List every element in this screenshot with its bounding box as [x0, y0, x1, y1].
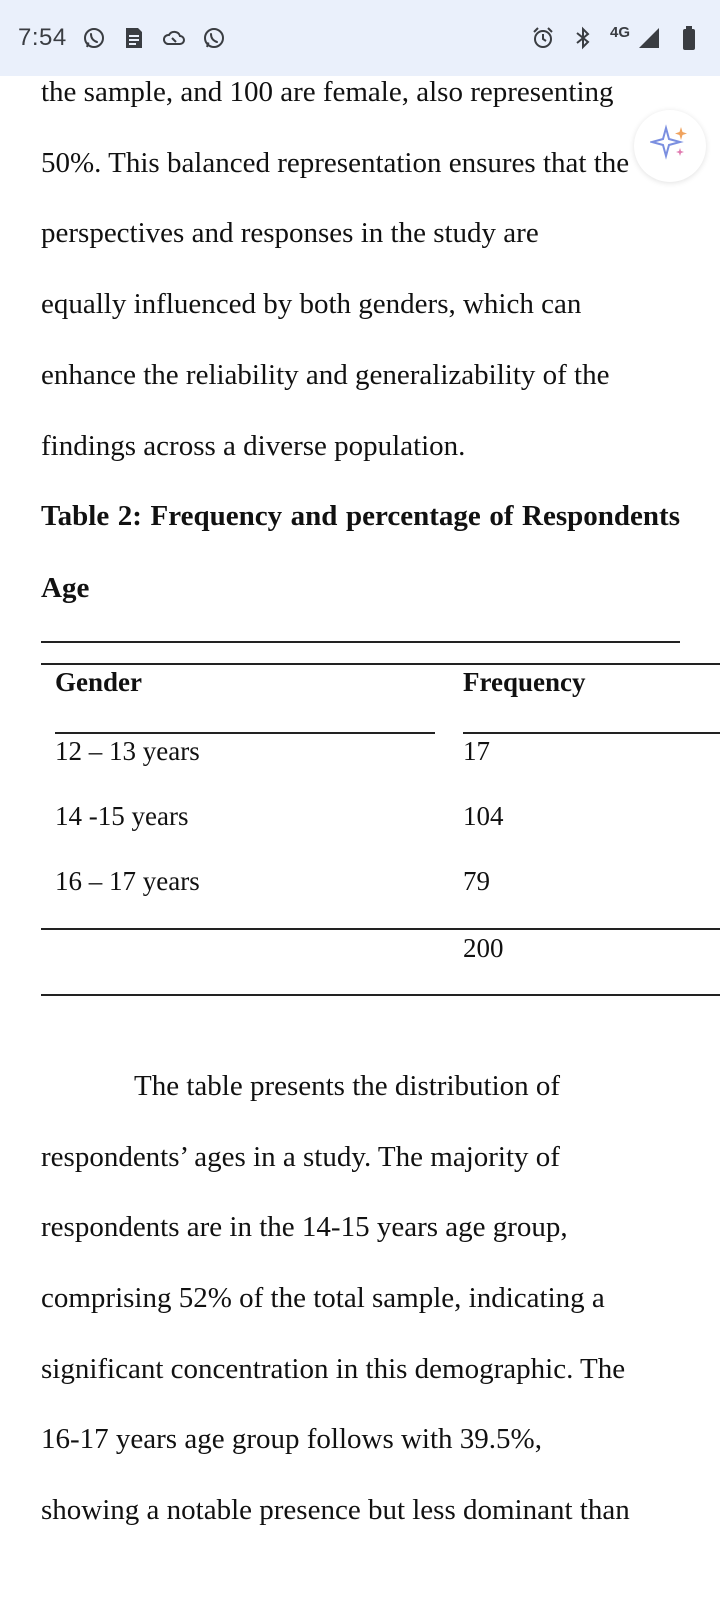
paragraph-line: 50%. This balanced representation ensures that the [41, 147, 630, 179]
paragraph-line: showing a notable presence but less dominant than [41, 1494, 630, 1526]
document-page[interactable] [0, 76, 720, 1600]
table-cell-frequency: 79 [463, 866, 490, 896]
ai-assist-button[interactable] [634, 110, 706, 182]
table-cell-frequency: 17 [463, 736, 490, 766]
table-cell-frequency: 104 [463, 801, 504, 831]
status-bar-left [18, 24, 227, 52]
paragraph-line: comprising 52% of the total sample, indicating a [41, 1282, 605, 1314]
paragraph-line: enhance the reliability and generalizability of the [41, 359, 610, 391]
paragraph-line: 16-17 years age group follows with 39.5%, [41, 1423, 542, 1455]
paragraph-line: The table presents the distribution of [134, 1070, 561, 1102]
table-cell-age: 14 -15 years [55, 801, 189, 831]
table-top-rule [41, 641, 680, 643]
table-cell-age: 16 – 17 years [55, 866, 200, 896]
table-header-gender: Gender [55, 667, 142, 697]
network-type-label: 4G [609, 23, 630, 41]
paragraph-line: significant concentration in this demographic. The [41, 1353, 626, 1385]
battery-icon [676, 25, 702, 51]
sparkle-icon [650, 124, 690, 169]
table-header-frequency: Frequency [463, 667, 586, 697]
paragraph-line: perspectives and responses in the study are [41, 217, 539, 249]
signal-icon [636, 25, 662, 51]
table-header-rule [41, 663, 720, 665]
table-cell-total: 200 [463, 933, 504, 963]
bluetooth-icon [570, 25, 596, 51]
cloud-icon [161, 25, 187, 51]
whatsapp-icon [81, 25, 107, 51]
status-bar-right [530, 25, 702, 51]
status-bar [0, 0, 720, 76]
paragraph-line: equally influenced by both genders, which can [41, 288, 582, 320]
header-underline [463, 732, 720, 734]
whatsapp-icon [201, 25, 227, 51]
table-caption: Table 2: Frequency and percentage of Respondents Age [41, 500, 680, 604]
paragraph-line: the sample, and 100 are female, also representing [41, 76, 614, 108]
paragraph-line: findings across a diverse population. [41, 430, 466, 462]
status-time: 7:54 [18, 24, 67, 51]
document-icon [121, 25, 147, 51]
table-bottom-rule [41, 994, 720, 996]
paragraph-line: respondents’ ages in a study. The majority of [41, 1141, 560, 1173]
paragraph-line: respondents are in the 14-15 years age group, [41, 1211, 568, 1243]
table-body-rule [41, 928, 720, 930]
alarm-icon [530, 25, 556, 51]
table-cell-age: 12 – 13 years [55, 736, 200, 766]
